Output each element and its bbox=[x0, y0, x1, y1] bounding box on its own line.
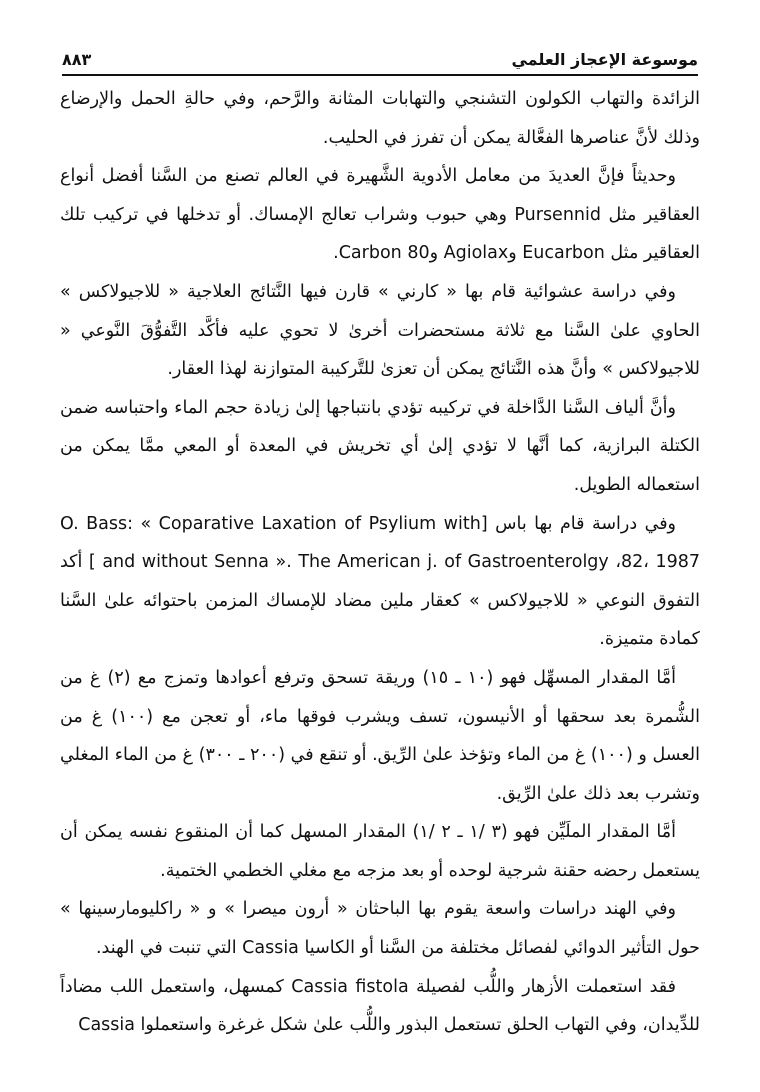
book-title: موسوعة الإعجاز العلمي bbox=[511, 50, 698, 69]
paragraph-3: وفي دراسة عشوائية قام بها « كارني » قارن فيها النَّتائج العلاجية « للاجيولاكس » الحاوي علىٰ السَّنا مع ثلاثة مستحضرات أخرىٰ لا تحوي عليه فأكَّد التَّفوُّقَ النَّوعي « للاجيولاكس » وأنَّ هذه النَّتائج يمكن أن تعزىٰ للتَّركيبة المتوازنة لهذا العقار. bbox=[60, 281, 700, 380]
paragraph-8: وفي الهند دراسات واسعة يقوم بها الباحثان « أرون ميصرا » و « راكليومارسينها » حول التأثير الدوائي لفصائل مختلفة من السَّنا أو الكاسيا Cassia التي تنبت في الهند. bbox=[60, 899, 700, 959]
page-number: ٨٨٣ bbox=[62, 50, 92, 69]
paragraph-6: أمَّا المقدار المسهِّل فهو (١٠ ـ ١٥) وريقة تسحق وترفع أعوادها وتمزج مع (٢) غ من الشُّمرة بعد سحقها أو الأنيسون، تسف ويشرب فوقها ماء، أو تعجن مع (١٠٠) غ من العسل و (١٠٠) غ من الماء وتؤخذ علىٰ الرِّيق. أو تنقع في (٢٠٠ ـ ٣٠٠) غ من الماء المغلي وتشرب بعد ذلك علىٰ الرِّيق. bbox=[60, 667, 701, 804]
paragraph-1: الزائدة والتهاب الكولون التشنجي والتهابات المثانة والرَّحم، وفي حالةِ الحمل والإرضاع وذلك لأنَّ عناصرها الفعَّالة يمكن أن تفرز في الحليب. bbox=[60, 89, 700, 148]
paragraph-9: فقد استعملت الأزهار واللُّب لفصيلة Cassia fistola كمسهل، واستعمل اللب مضاداً للدِّيدان، وفي التهاب الحلق تستعمل البذور واللُّب علىٰ شكل غرغرة واستعملوا Cassia bbox=[60, 976, 700, 1036]
paragraph-2: وحديثاً فإنَّ العديدَ من معامل الأدوية الشَّهيرة في العالم تصنع من السَّنا أفضل أنواع العقاقير مثل Pursennid وهي حبوب وشراب تعالج الإمساك. أو تدخلها في تركيب تلك العقاقير مثل Eucarbon وAgiolax و80 Carbon. bbox=[60, 166, 700, 264]
paragraph-7: أمَّا المقدار الملَيِّن فهو (٣ /١ ـ ٢ /١) المقدار المسهل كما أن المنقوع نفسه يمكن أن يستعمل رحضه حقنة شرجية لوحده أو بعد مزجه مع مغلي الخطمي الختمية. bbox=[60, 822, 700, 881]
page-header bbox=[62, 40, 698, 76]
page-body bbox=[60, 80, 700, 1045]
paragraph-5: وفي دراسة قام بها باس [O. Bass: « Coparative Laxation of Psylium with and without Senna ». The American j. of Gastroenterolgy ،82، 1987 ] أكد التفوق النوعي « للاجيولاكس » كعقار ملين مضاد للإمساك المزمن باحتوائه علىٰ السَّنا كمادة متميزة. bbox=[60, 513, 700, 650]
paragraph-4: وأنَّ ألياف السَّنا الدَّاخلة في تركيبه تؤدي بانتباجها إلىٰ زيادة حجم الماء واحتباسه ضمن الكتلة البرازية، كما أنَّها لا تؤدي إلىٰ أي تخريش في المعدة أو المعي ممَّا يمكن من استعماله الطويل. bbox=[60, 397, 700, 495]
